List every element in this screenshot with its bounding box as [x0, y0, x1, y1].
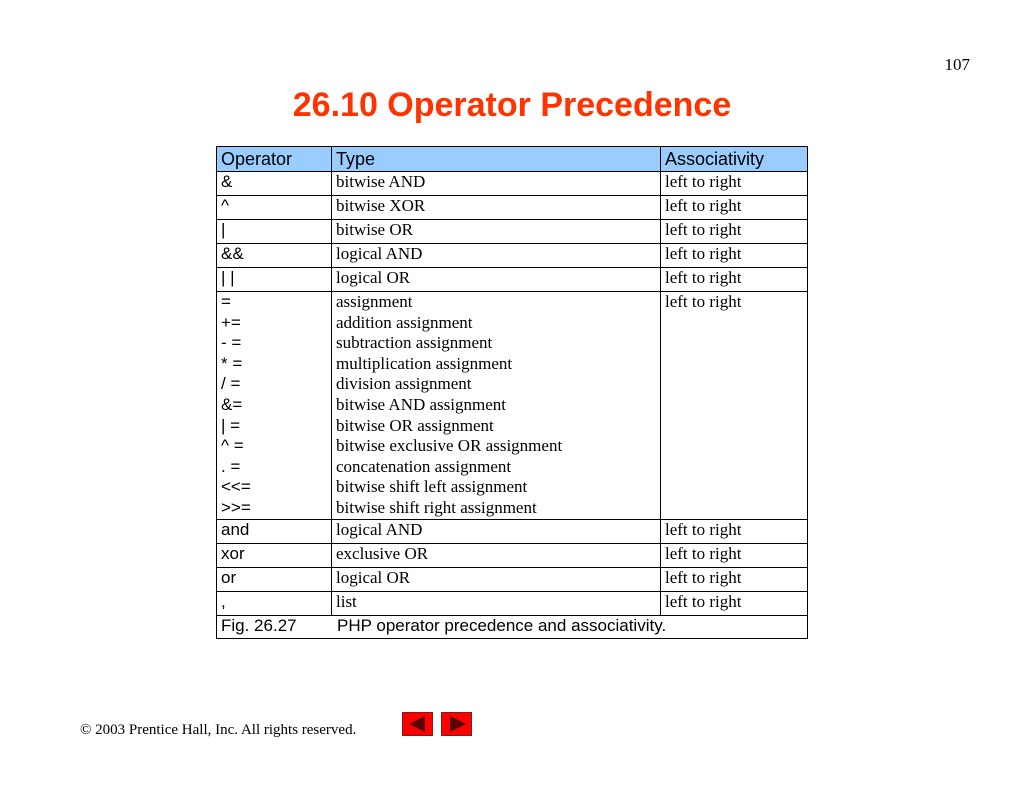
operator-cell: [217, 292, 332, 520]
operator-type: bitwise shift right assignment: [336, 497, 537, 517]
right-arrow-icon: [450, 716, 466, 732]
operator-cell: [217, 591, 332, 615]
operator-symbol: - =: [221, 333, 242, 353]
table-header-row: [217, 147, 808, 172]
operator-symbol: &&: [221, 244, 244, 263]
operator-symbol: . =: [221, 456, 241, 476]
left-arrow-icon: [409, 716, 425, 732]
operator-symbol: &: [221, 172, 233, 191]
table-row: [217, 268, 808, 292]
operator-symbol: |: [221, 220, 226, 239]
header-associativity: Associativity: [661, 147, 808, 172]
figure-caption: [217, 615, 808, 638]
operator-type: concatenation assignment: [336, 456, 512, 476]
associativity-cell: left to right: [661, 543, 808, 567]
table-row: [217, 591, 808, 615]
operator-symbol: ^: [221, 196, 229, 215]
operator-type: bitwise OR: [336, 220, 413, 239]
operator-type: bitwise shift left assignment: [336, 477, 528, 497]
caption-text: PHP operator precedence and associativity.: [337, 615, 667, 635]
associativity-cell: left to right: [661, 244, 808, 268]
table-row: [217, 244, 808, 268]
table-row: [217, 196, 808, 220]
operator-symbol: ^ =: [221, 436, 244, 456]
table-row: [217, 567, 808, 591]
operator-symbol: <<=: [221, 477, 251, 497]
operator-symbol: / =: [221, 374, 241, 394]
operator-type: exclusive OR: [336, 543, 429, 563]
operator-symbol: +=: [221, 312, 241, 332]
operator-type: addition assignment: [336, 312, 473, 332]
operator-type: multiplication assignment: [336, 353, 513, 373]
type-cell: [332, 519, 661, 543]
operator-type: bitwise XOR: [336, 196, 426, 215]
type-cell: [332, 172, 661, 196]
associativity-cell: left to right: [661, 519, 808, 543]
operator-type: list: [336, 591, 357, 611]
operator-symbol: | |: [221, 268, 235, 287]
associativity-cell: left to right: [661, 567, 808, 591]
table-row: [217, 172, 808, 196]
operator-symbol: &=: [221, 394, 243, 414]
operator-type: bitwise AND assignment: [336, 394, 506, 414]
associativity-cell: left to right: [661, 196, 808, 220]
type-cell: [332, 292, 661, 520]
table-row: [217, 543, 808, 567]
table-row: [217, 220, 808, 244]
operator-cell: [217, 519, 332, 543]
operator-cell: [217, 567, 332, 591]
associativity-cell: left to right: [661, 220, 808, 244]
operator-type: logical AND: [336, 519, 423, 539]
operator-type: logical AND: [336, 244, 423, 263]
page-number: 107: [944, 55, 970, 74]
operator-symbol: =: [221, 292, 231, 311]
operator-type: bitwise OR assignment: [336, 415, 494, 435]
operator-cell: [217, 268, 332, 292]
operator-type: logical OR: [336, 268, 411, 287]
operator-type: assignment: [336, 292, 413, 311]
operator-type: logical OR: [336, 567, 411, 587]
associativity-cell: left to right: [661, 268, 808, 292]
operator-cell: [217, 220, 332, 244]
operator-cell: [217, 172, 332, 196]
operator-symbol: or: [221, 567, 237, 587]
operator-type: bitwise AND: [336, 172, 426, 191]
type-cell: [332, 196, 661, 220]
page-title: 26.10 Operator Precedence: [292, 86, 732, 124]
operator-cell: [217, 543, 332, 567]
type-cell: [332, 591, 661, 615]
operator-type: division assignment: [336, 374, 472, 394]
operator-type: subtraction assignment: [336, 333, 493, 353]
associativity-cell: left to right: [661, 591, 808, 615]
operator-cell: [217, 244, 332, 268]
copyright-footer: © 2003 Prentice Hall, Inc. All rights reserved.: [80, 722, 357, 738]
next-slide-button[interactable]: [441, 712, 472, 736]
type-cell: [332, 268, 661, 292]
operator-type: bitwise exclusive OR assignment: [336, 436, 563, 456]
type-cell: [332, 543, 661, 567]
table-caption-row: [217, 615, 808, 638]
operator-symbol: | =: [221, 415, 241, 435]
associativity-cell: left to right: [661, 292, 808, 520]
operator-symbol: ,: [221, 591, 226, 611]
table-row: [217, 519, 808, 543]
associativity-cell: left to right: [661, 172, 808, 196]
header-operator: Operator: [217, 147, 332, 172]
table-row: [217, 292, 808, 520]
operator-precedence-table: [216, 146, 808, 639]
type-cell: [332, 567, 661, 591]
caption-number: Fig. 26.27: [221, 615, 297, 635]
operator-symbol: >>=: [221, 497, 251, 517]
table-body: [217, 172, 808, 616]
operator-symbol: xor: [221, 543, 245, 563]
type-cell: [332, 244, 661, 268]
operator-symbol: and: [221, 519, 250, 539]
operator-symbol: * =: [221, 353, 243, 373]
type-cell: [332, 220, 661, 244]
operator-cell: [217, 196, 332, 220]
header-type: Type: [332, 147, 661, 172]
previous-slide-button[interactable]: [402, 712, 433, 736]
